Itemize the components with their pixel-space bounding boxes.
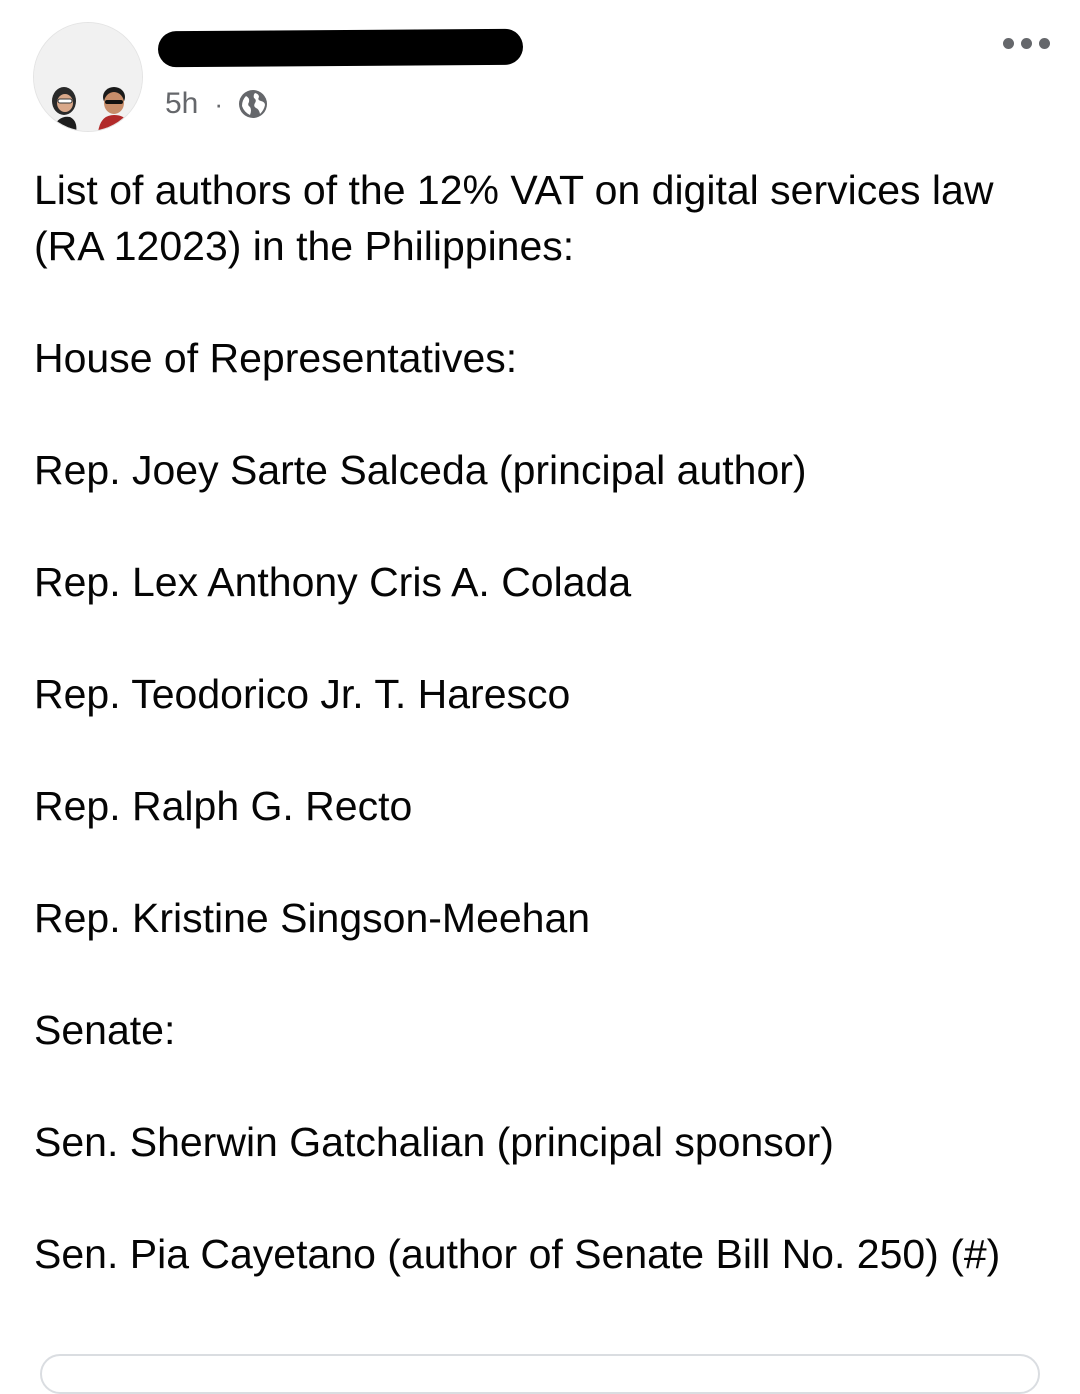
more-dot: [1021, 38, 1032, 49]
house-member: Rep. Lex Anthony Cris A. Colada: [34, 559, 632, 605]
house-member: Rep. Teodorico Jr. T. Haresco: [34, 671, 571, 717]
house-heading: House of Representatives:: [34, 335, 518, 381]
house-member: Rep. Ralph G. Recto: [34, 783, 413, 829]
avatar-photo-icon: [34, 23, 143, 132]
more-dot: [1039, 38, 1050, 49]
house-member: Rep. Kristine Singson-Meehan: [34, 895, 591, 941]
meta-separator: ·: [214, 88, 224, 119]
globe-icon[interactable]: [237, 88, 269, 120]
more-horizontal-icon: [1003, 38, 1014, 49]
link-preview-card-edge[interactable]: [40, 1354, 1040, 1394]
author-name-redacted[interactable]: [158, 29, 523, 68]
more-options-button[interactable]: [994, 26, 1058, 60]
senate-member: Sen. Pia Cayetano (author of Senate Bill No. 250) (#): [34, 1231, 1001, 1277]
post-meta: [165, 84, 269, 124]
post-intro: List of authors of the 12% VAT on digital services law (RA 12023) in the Philippines:: [34, 167, 994, 269]
author-avatar[interactable]: [33, 22, 143, 132]
post-body: [34, 162, 1054, 1282]
senate-member: Sen. Sherwin Gatchalian (principal sponsor): [34, 1119, 834, 1165]
senate-heading: Senate:: [34, 1007, 176, 1053]
post-header: [0, 0, 1080, 150]
house-member: Rep. Joey Sarte Salceda (principal author): [34, 447, 807, 493]
post-timestamp[interactable]: 5h: [165, 87, 199, 120]
